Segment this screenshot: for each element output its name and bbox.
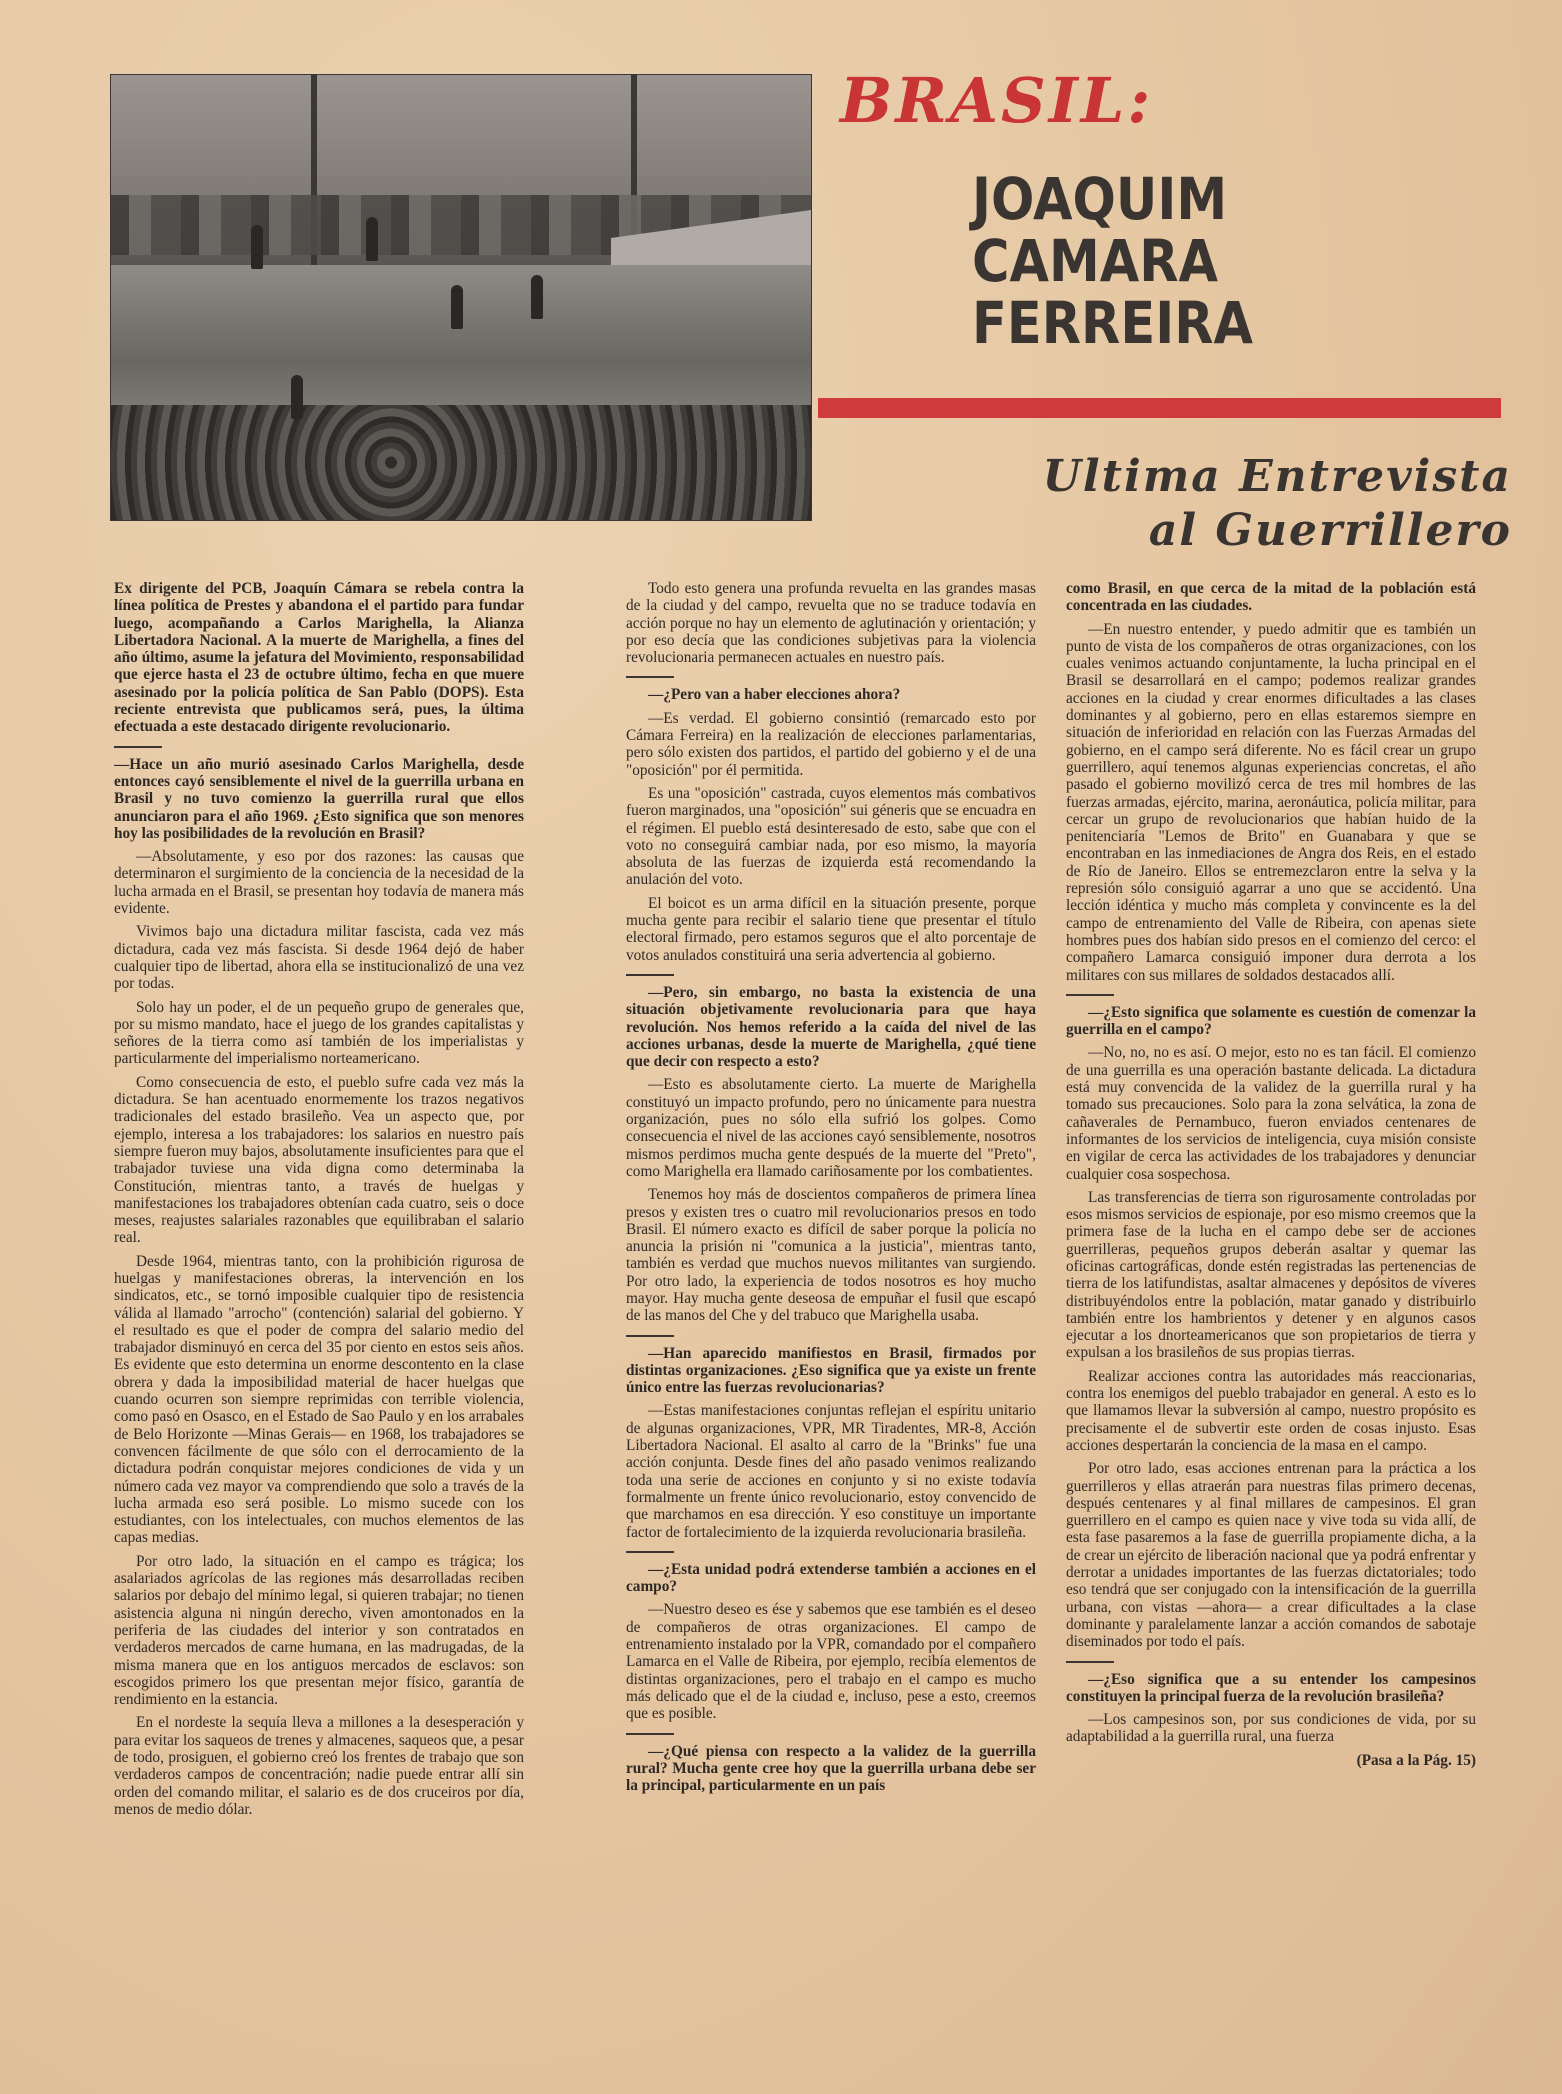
answer-paragraph: —Absolutamente, y eso por dos razones: las causas que determinaron el surgimiento de la conciencia de la necesidad de la lucha armada en el Brasil, se presentan hoy todavía de manera más evidente.: [114, 848, 524, 918]
headline-kicker: BRASIL:: [840, 64, 1154, 137]
subheadline-line: al Guerrillero: [1148, 505, 1512, 556]
answer-paragraph: Todo esto genera una profunda revuelta en las grandes masas de la ciudad y del campo, revuelta que no se traduce todavía en acción porque no hay un elemento de aglutinación y orientación; y por eso decía que las condiciones subjetivas para la violencia revolucionaria permanecen actuales en nuestro país.: [626, 580, 1036, 667]
photo-figure: [531, 275, 543, 319]
separator-rule: [626, 676, 674, 678]
headline-name-line: FERREIRA: [972, 289, 1253, 357]
question-paragraph: —Han aparecido manifiestos en Brasil, firmados por distintas organizaciones. ¿Eso significa que ya existe un frente único entre las fuerzas revolucionarias?: [626, 1344, 1036, 1397]
article-column-3: [1066, 580, 1476, 1980]
answer-paragraph: Desde 1964, mientras tanto, con la prohibición rigurosa de huelgas y manifestaciones obreras, la intervención en los sindicatos, etc., se tornó imposible cualquier tipo de resistencia válida al llamado "arrocho" (contención) salarial del gobierno. Y el resultado es que el poder de compra del salario medio del trabajador disminuyó en cerca del 35 por ciento en estos seis años. Es evidente que esto determina un enorme descontento en la clase obrera y dada la imposibilidad material de hacer huelgas que cuando ocurren son siempre reprimidas con terrible violencia, como pasó en Osasco, en el Estado de Sao Paulo y en los arrabales de Belo Horizonte —Minas Gerais— en 1968, los trabajadores se convencen fácilmente de que sólo con el derrocamiento de la dictadura podrán conquistar mejores condiciones de vida y un número cada vez mayor va comprendiendo que solo a través de la lucha armada eso será posible. Lo mismo sucede con los estudiantes, con los intelectuales, con muchos elementos de las capas medias.: [114, 1252, 524, 1547]
answer-paragraph: —Es verdad. El gobierno consintió (remarcado esto por Cámara Ferreira) en la realización de elecciones parlamentarias, pero sólo existen dos partidos, el partido del gobierno y el de una "oposición" por él permitida.: [626, 709, 1036, 779]
question-paragraph: —Hace un año murió asesinado Carlos Marighella, desde entonces cayó sensiblemente el nivel de la guerrilla urbana en Brasil y no tuvo comienzo la guerrilla rural que ellos anunciaron para el año 1969. ¿Esto significa que son menores hoy las posibilidades de la revolución en Brasil?: [114, 755, 524, 842]
headline-name-line: CAMARA: [972, 227, 1219, 295]
answer-paragraph: Por otro lado, esas acciones entrenan para la práctica a los guerrilleros y ellas atraerán para nuestras filas primero decenas, después centenares y al final millares de campesinos. El gran guerrillero en el campo es quien nace y vive toda su vida allí, de esta fase pasaremos a la fase de guerrilla propiamente dicha, a la de crear un ejército de liberación nacional que ya podrá enfrentar y derrotar a unidades importantes de las fuerzas dictatoriales; todo eso tendrá que ser conjugado con la intensificación de la guerrilla urbana, con vistas —ahora— a crear dificultades a la clase dominante y paralelamente lanzar a acción comandos de sabotaje diseminados por todo el país.: [1066, 1460, 1476, 1651]
photo-mud: [111, 405, 811, 520]
separator-rule: [626, 1335, 674, 1337]
article-column-2: [626, 580, 1036, 1980]
photo-figure: [451, 285, 463, 329]
answer-paragraph: —Esto es absolutamente cierto. La muerte de Marighella constituyó un impacto profundo, pero no únicamente para nuestra organización, pues no sólo ella sufrió los golpes. Como consecuencia el nivel de las acciones cayó sensiblemente, nosotros mismos perdimos mucha gente después de la muerte del "Preto", como Marighella era llamado cariñosamente por los combatientes.: [626, 1076, 1036, 1180]
question-paragraph: —¿Eso significa que a su entender los campesinos constituyen la principal fuerza de la revolución brasileña?: [1066, 1670, 1476, 1705]
answer-paragraph: —En nuestro entender, y puedo admitir que es también un punto de vista de los compañeros de otras organizaciones, con los cuales venimos actuando conjuntamente, la lucha principal en el Brasil se desarrollará en el campo; podemos realizar grandes acciones en la ciudad y crear enormes dificultades a las clases dominantes y al gobierno, pero en ellas estaremos siempre en situación de inferioridad en relación con las Fuerzas Armadas del gobierno, en el campo será diferente. No es fácil crear un grupo guerrillero, aquí tenemos algunas experiencias concretas, el año pasado el gobierno movilizó cerca de tres mil hombres de las fuerzas armadas, ejército, marina, aeronáutica, policía militar, para cercar un grupo de revolucionarios que habían huido de la penitenciaría "Lemos de Brito" en Guanabara y que se encontraban en las inmediaciones de Angra dos Reis, en el estado de Río de Janeiro. Ellos se entremezclaron entre la selva y la represión sólo consiguió agarrar a uno que se accidentó. Una lección idéntica y mucho más completa y convincente es la del campo de entrenamiento del Valle de Ribeira, con apenas siete hombres pues dos habían sido presos en el comienzo del cerco: el compañero Lamarca consiguió imponer dura derrota a los militares con sus millares de soldados destacados allí.: [1066, 620, 1476, 984]
answer-paragraph: —Estas manifestaciones conjuntas reflejan el espíritu unitario de algunas organizaciones, VPR, MR Tiradentes, MR-8, Acción Libertadora Nacional. El asalto al carro de la "Brinks" fue una acción conjunta. Desde fines del año pasado venimos realizando toda una serie de acciones en conjunto y si no existe todavía formalmente un frente único revolucionario, estoy convencido de que marchamos en esa dirección. Y eso constituye un importante factor de fortalecimiento de la izquierda revolucionaria brasileña.: [626, 1402, 1036, 1541]
headline-name: [972, 165, 1306, 357]
red-divider-bar: [818, 398, 1501, 418]
separator-rule: [626, 1551, 674, 1553]
headline-name-line: JOAQUIM: [972, 165, 1228, 233]
intro-paragraph: Ex dirigente del PCB, Joaquín Cámara se rebela contra la línea política de Prestes y abandona el el partido para fundar luego, acompañando a Carlos Marighella, la Alianza Libertadora Nacional. A la muerte de Marighella, a fines del año último, asume la jefatura del Movimiento, responsabilidad que ejerce hasta el 23 de octubre último, fecha en que muere asesinado por la policía política de San Pablo (DOPS). Esta reciente entrevista que publicamos será, pues, la última efectuada a este destacado dirigente revolucionario.: [114, 580, 524, 736]
question-paragraph: como Brasil, en que cerca de la mitad de la población está concentrada en las ciudades.: [1066, 580, 1476, 615]
photo-sky: [111, 75, 811, 195]
separator-rule: [626, 974, 674, 976]
answer-paragraph: —No, no, no es así. O mejor, esto no es tan fácil. El comienzo de una guerrilla es una operación bastante delicada. La dictadura está muy convencida de la validez de la guerrilla rural y ha tomado sus precauciones. Solo para la zona selvática, la zona de cañaverales de Pernambuco, fueron enviados centenares de informantes de los servicios de inteligencia, cuya misión consiste en vigilar de cerca las actividades de los trabajadores y denunciar cualquier cosa sospechosa.: [1066, 1044, 1476, 1183]
answer-paragraph: Solo hay un poder, el de un pequeño grupo de generales que, por su mismo mandato, hace el juego de los grandes capitalistas y señores de la tierra como así también de los imperialistas y particularmente del imperialismo norteamericano.: [114, 998, 524, 1068]
question-paragraph: —¿Esta unidad podrá extenderse también a acciones en el campo?: [626, 1560, 1036, 1596]
answer-paragraph: Por otro lado, la situación en el campo es trágica; los asalariados agrícolas de las regiones más desarrolladas reciben salarios por debajo del mínimo legal, si quieren trabajar; no tienen asistencia alguna ni ningún derecho, viven amontonados en la periferia de las ciudades del interior y son contratados en verdaderos mercados de carne humana, en las madrugadas, de la misma manera que en los antiguos mercados de esclavos: son escogidos primero los que presentan mejor físico, garantía de rendimiento en la estancia.: [114, 1552, 524, 1709]
separator-rule: [1066, 1661, 1114, 1663]
answer-paragraph: Realizar acciones contra las autoridades más reaccionarias, contra los enemigos del pueblo trabajador en general. A esto es lo que llamamos llevar la subversión al campo, nuestro propósito es precisamente el de subvertir este orden de cosas injusto. Esas acciones despertarán la conciencia de la masa en el campo.: [1066, 1367, 1476, 1454]
separator-rule: [114, 746, 162, 748]
answer-paragraph: En el nordeste la sequía lleva a millones a la desesperación y para evitar los saqueos de trenes y almacenes, saqueos que, a pesar de todo, prosiguen, el gobierno creó los frentes de trabajo que son verdaderos campos de concentración; nadie puede entrar allí sin orden del comando militar, el salario es de dos cruceiros por día, menos de medio dólar.: [114, 1714, 524, 1818]
answer-paragraph: —Los campesinos son, por sus condiciones de vida, por su adaptabilidad a la guerrilla rural, una fuerza: [1066, 1711, 1476, 1746]
photo-figure: [366, 217, 378, 261]
continued-on-page-note: (Pasa a la Pág. 15): [1356, 1751, 1476, 1769]
answer-paragraph: Vivimos bajo una dictadura militar fascista, cada vez más dictadura, cada vez más fascista. Si desde 1964 dejó de haber cualquier tipo de libertad, ahora ella se institucionalizó de una vez por todas.: [114, 923, 524, 993]
article-photo: [110, 74, 812, 521]
question-paragraph: —¿Pero van a haber elecciones ahora?: [648, 686, 901, 704]
answer-paragraph: Como consecuencia de esto, el pueblo sufre cada vez más la dictadura. Se han acentuado enormemente los trazos negativos tradicionales del estado brasileño. Vea un aspecto que, por ejemplo, interesa a los trabajadores: los salarios en nuestro país siempre fueron muy bajos, absolutamente insuficientes para que el trabajador tuviese una vida digna como determinaba la Constitución, mientras tanto, a través de huelgas y manifestaciones los trabajadores obtenían cada cuatro, seis o doce meses, reajustes salariales razonables que equilibraban el salario real.: [114, 1073, 524, 1247]
question-paragraph: —¿Esto significa que solamente es cuestión de comenzar la guerrilla en el campo?: [1066, 1003, 1476, 1039]
separator-rule: [626, 1733, 674, 1735]
answer-paragraph: —Nuestro deseo es ése y sabemos que ese también es el deseo de compañeros de otras organizaciones. El campo de entrenamiento instalado por la VPR, comandado por el compañero Lamarca en el Valle de Ribeira, por ejemplo, recibía elementos de distintas organizaciones, pero el trabajo en el campo es mucho más delicado que el de la ciudad e, incluso, pese a esto, creemos que es posible.: [626, 1601, 1036, 1723]
separator-rule: [1066, 994, 1114, 996]
answer-paragraph: El boicot es un arma difícil en la situación presente, porque mucha gente para recibir el salario tiene que presentar el título electoral firmado, pero estamos seguros que el alto porcentaje de votos anulados constituirá una seria advertencia al gobierno.: [626, 894, 1036, 964]
answer-paragraph: Tenemos hoy más de doscientos compañeros de primera línea presos y existen tres o cuatro mil revolucionarios presos en todo Brasil. El número exacto es difícil de saber porque la policía no anuncia la prisión ni "comunica a la justicia", mientras tanto, también es verdad que muchos nuevos militantes van surgiendo. Por otro lado, la experiencia de todos nosotros es hoy mucho mayor. Hay mucha gente deseosa de empuñar el fusil que escapó de las manos del Che y del trabuco que Marighella usaba.: [626, 1186, 1036, 1325]
answer-paragraph: Las transferencias de tierra son rigurosamente controladas por esos mismos servicios de espionaje, por eso mismo creemos que la primera fase de la lucha en el campo debe ser de acciones guerrilleras, pequeños grupos deberán asaltar y quemar las oficinas cartográficas, donde estén registradas las pertenencias de tierra de los latifundistas, asaltar almacenes y depósitos de víveres distribuyéndolos entre la población, matar ganado y distribuirlo también entre los hambrientos y detener y en algunos casos ejecutar a los dnorteamericanos que son propietarios de tierra y expulsan a los brasileños de sus propias tierras.: [1066, 1188, 1476, 1362]
answer-paragraph: Es una "oposición" castrada, cuyos elementos más combativos fueron marginados, una "oposición" sui géneris que se encuadra en el régimen. El pueblo está desinteresado de esto, sabe que con el voto no conseguirá cambiar nada, por eso mismo, la mayoría absoluta de las fuerzas de izquierda está recomendando la anulación del voto.: [626, 784, 1036, 889]
question-paragraph: —Pero, sin embargo, no basta la existencia de una situación objetivamente revolucionaria para que haya revolución. Nos hemos referido a la caída del nivel de las acciones urbanas, desde la muerte de Marighella, ¿qué tiene que decir con respecto a esto?: [626, 983, 1036, 1071]
subheadline: [912, 450, 1512, 558]
photo-figure: [291, 375, 303, 419]
article-column-1: [114, 580, 524, 1980]
question-paragraph: —¿Qué piensa con respecto a la validez de la guerrilla rural? Mucha gente cree hoy que la guerrilla urbana debe ser la principal, particularmente en un país: [626, 1742, 1036, 1795]
subheadline-line: Ultima Entrevista: [1042, 451, 1512, 502]
photo-figure: [251, 225, 263, 269]
